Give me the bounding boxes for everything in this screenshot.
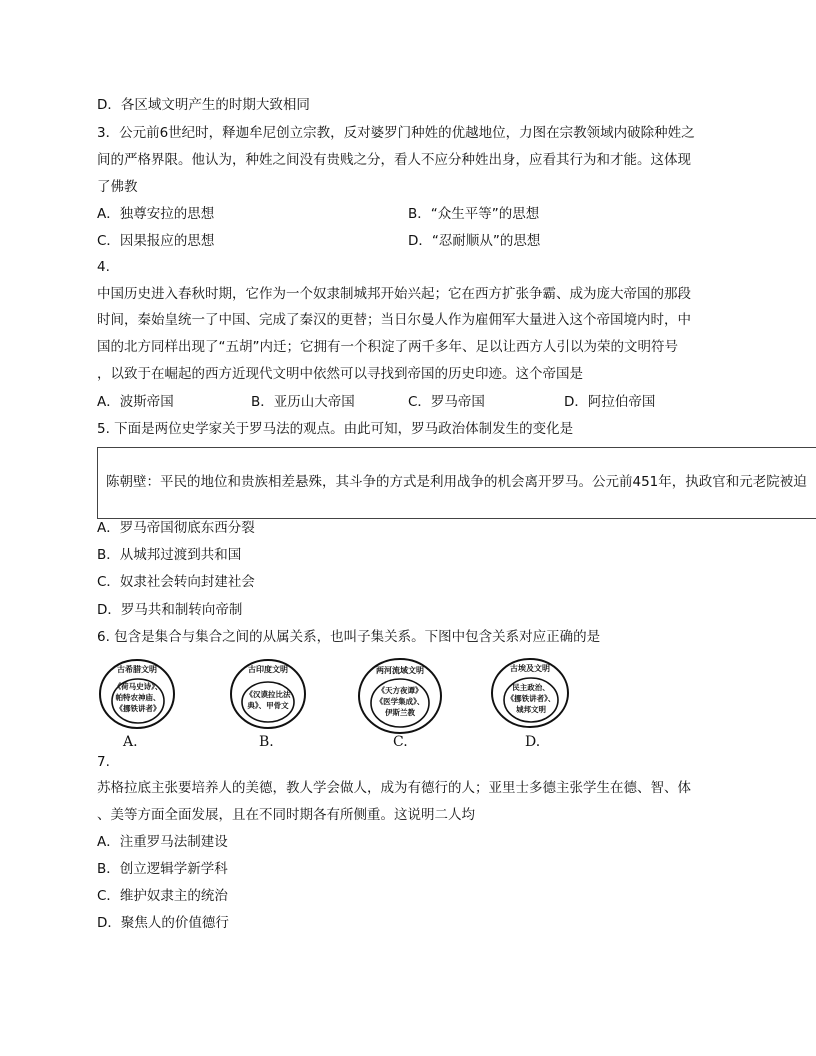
q3-option-d: D．“忍耐顺从”的思想 xyxy=(408,233,541,249)
q6-b-inner-label: 《汉谟拉比法 典》、甲骨文 xyxy=(245,690,291,710)
q6-b-option-label: B. xyxy=(259,734,274,750)
q6-a-option-label: A. xyxy=(123,734,138,750)
q6-d-outer-label: 古埃及文明 xyxy=(510,664,550,673)
q7-stem-line-1: 苏格拉底主张要培养人的美德，教人学会做人，成为有德行的人；亚里士多德主张学生在德、智、体 xyxy=(97,780,691,796)
q4-option-c: C．罗马帝国 xyxy=(408,394,485,410)
q7-option-a: A．注重罗马法制建设 xyxy=(97,834,228,850)
q5-stem: 5. 下面是两位史学家关于罗马法的观点。由此可知，罗马政治体制发生的变化是 xyxy=(97,421,574,437)
q7-option-b: B．创立逻辑学新学科 xyxy=(97,861,228,877)
q7-option-c: C．维护奴隶主的统治 xyxy=(97,888,228,904)
q3-stem-line-1: 3．公元前6世纪时，释迦牟尼创立宗教，反对婆罗门种姓的优越地位，力图在宗教领域内破除种姓之 xyxy=(97,125,695,141)
q6-figure-c xyxy=(356,656,476,756)
q7-number: 7. xyxy=(97,754,110,770)
q7-stem-line-2: 、美等方面全面发展，且在不同时期各有所侧重。这说明二人均 xyxy=(97,807,475,823)
q6-c-inner-label: 《天方夜谭》 《医学集成》、 伊斯兰教 xyxy=(375,686,425,717)
q6-figure-d xyxy=(489,656,609,756)
q3-stem-line-2: 间的严格界限。他认为，种姓之间没有贵贱之分，看人不应分种姓出身，应看其行为和才能。这体现 xyxy=(97,152,691,168)
q6-stem: 6. 包含是集合与集合之间的从属关系，也叫子集关系。下图中包含关系对应正确的是 xyxy=(97,629,601,645)
q4-option-a: A．波斯帝国 xyxy=(97,394,174,410)
q4-stem-line-4: ，以致于在崛起的西方近现代文明中依然可以寻找到帝国的历史印迹。这个帝国是 xyxy=(97,366,583,382)
q6-c-option-label: C. xyxy=(393,734,408,750)
q6-d-option-label: D. xyxy=(525,734,541,750)
q6-c-outer-label: 两河流域文明 xyxy=(376,666,424,675)
q4-option-b: B．亚历山大帝国 xyxy=(251,394,355,410)
q6-a-outer-label: 古希腊文明 xyxy=(117,665,157,674)
q5-option-a: A．罗马帝国彻底东西分裂 xyxy=(97,520,255,536)
q4-stem-line-3: 国的北方同样出现了“五胡”内迁；它拥有一个积淀了两千多年、足以让西方人引以为荣的文明符号 xyxy=(97,339,678,355)
q5-quote-text: 陈朝壁：平民的地位和贵族相差悬殊，其斗争的方式是利用战争的机会离开罗马。公元前451年，执政官和元老院被迫 xyxy=(106,474,807,490)
q6-figure-b xyxy=(228,656,348,756)
q5-option-c: C．奴隶社会转向封建社会 xyxy=(97,574,255,590)
q4-stem-line-1: 中国历史进入春秋时期，它作为一个奴隶制城邦开始兴起；它在西方扩张争霸、成为庞大帝国的那段 xyxy=(97,286,691,302)
q2-option-d: D．各区域文明产生的时期大致相同 xyxy=(97,97,310,113)
q4-option-d: D．阿拉伯帝国 xyxy=(564,394,656,410)
q6-a-inner-label: 《荷马史诗》、 帕特农神庙、 《挪铁讲者》 xyxy=(113,682,163,713)
q4-number: 4. xyxy=(97,259,110,275)
q5-option-b: B．从城邦过渡到共和国 xyxy=(97,547,242,563)
q6-b-outer-label: 古印度文明 xyxy=(248,665,288,674)
q3-stem-line-3: 了佛教 xyxy=(97,179,138,195)
q5-option-d: D．罗马共和制转向帝制 xyxy=(97,602,243,618)
q4-stem-line-2: 时间，秦始皇统一了中国、完成了秦汉的更替；当日尔曼人作为雇佣军大量进入这个帝国境内时，中 xyxy=(97,312,691,328)
q3-option-c: C．因果报应的思想 xyxy=(97,233,215,249)
q3-option-b: B．“众生平等”的思想 xyxy=(408,206,540,222)
q7-option-d: D．聚焦人的价值德行 xyxy=(97,915,229,931)
q6-figure-a xyxy=(97,656,217,756)
q3-option-a: A．独尊安拉的思想 xyxy=(97,206,215,222)
q5-quote-box xyxy=(97,447,816,519)
q6-d-inner-label: 民主政治、 《挪铁讲者》、 城邦文明 xyxy=(506,683,556,714)
